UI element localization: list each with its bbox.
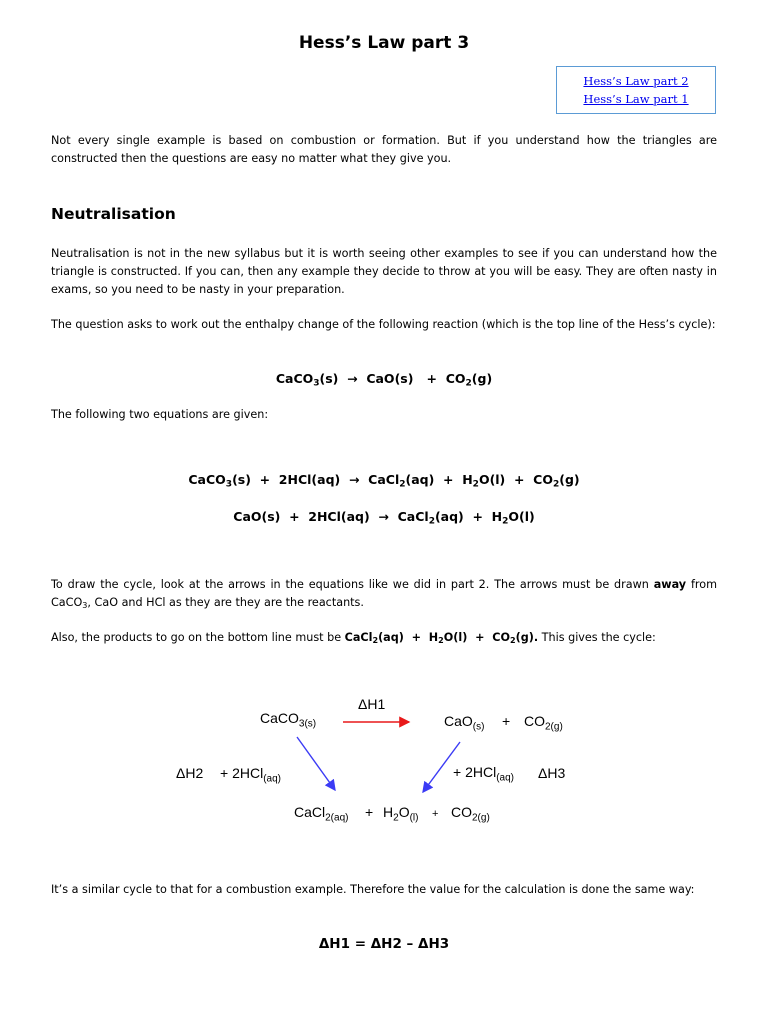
link-part-2[interactable]: Hess’s Law part 2 [583, 74, 689, 88]
page-title: Hess’s Law part 3 [298, 33, 470, 53]
equation-2: CaO(s) + 2HCl(aq) → CaCl$_2$(aq) + $H_2O(l)$ [233, 509, 535, 527]
intro-paragraph: Not every single example is based on combustion or formation. But if you understand how the triangles are constructed then the questions are easy no matter what they give you. [51, 134, 717, 165]
plus-small-label: + [432, 808, 439, 820]
main-equation: CaCO$_3$(s) → CaO(s) + $CO_2(g)$ [275, 371, 493, 389]
section-heading: Neutralisation [51, 205, 176, 223]
final-equation: ΔH1 = ΔH2 – ΔH3 [318, 936, 450, 952]
dh3-label: ΔH3 [538, 765, 566, 781]
given-paragraph: The following two equations are given: [51, 408, 269, 421]
similar-paragraph: It’s a similar cycle to that for a combustion example. Therefore the value for the calculation is done the same way: [51, 883, 695, 896]
co2-bottom-label: $CO_{2(g)}$ [451, 804, 490, 824]
dh2-label: ΔH2 [176, 765, 204, 781]
plus-bottom-label: + [365, 804, 374, 820]
arrow-icon: → [348, 472, 360, 487]
co2-top-label: $CO_{2(g)}$ [524, 713, 563, 733]
dh1-label: ΔH1 [358, 696, 386, 712]
neutralisation-paragraph: Neutralisation is not in the new syllabus but it is worth seeing other examples to see if you can understand how the triangle is constructed. If you can, then any example they decide to throw at you will be easy. They are often nasty in exams, so you need to be nasty in your preparation. [51, 247, 717, 296]
hcl-right-label: + 2HCl$_{(aq)}$ [453, 764, 514, 784]
cycle-paragraph-1: To draw the cycle, look at the arrows in the equations like we did in part 2. The arrows must be drawn away from CaCO$_3$, CaO and HCl as they are they are the reactants. [51, 578, 717, 611]
dh2-arrow [297, 737, 335, 790]
cao-label: CaO$_{(s)}$ [444, 713, 485, 733]
cacl2-label: CaCl$_{2(aq)}$ [294, 804, 349, 824]
cycle-paragraph-2: Also, the products to go on the bottom line must be CaCl$_2$(aq) + $H_2O(l) + CO_2(g)$. This gives the cycle: [51, 631, 656, 646]
link-part-1[interactable]: Hess’s Law part 1 [583, 92, 689, 106]
h2o-label: $H_2O_{(l)}$ [383, 804, 419, 824]
equation-1: CaCO$_3$(s) + 2HCl(aq) → CaCl$_2$(aq) + $H_2O(l) + CO_2(g)$ [188, 472, 580, 490]
hcl-left-label: + 2HCl$_{(aq)}$ [220, 765, 281, 785]
related-links-box [556, 66, 716, 114]
hess-cycle-diagram [0, 680, 768, 830]
plus-label: + [502, 713, 511, 729]
arrow-icon: → [378, 509, 389, 524]
question-paragraph: The question asks to work out the enthalpy change of the following reaction (which is the top line of the Hess’s cycle): [51, 318, 716, 331]
caco3-label: CaCO$_{3(s)}$ [260, 710, 317, 730]
arrow-icon: → [347, 371, 358, 386]
